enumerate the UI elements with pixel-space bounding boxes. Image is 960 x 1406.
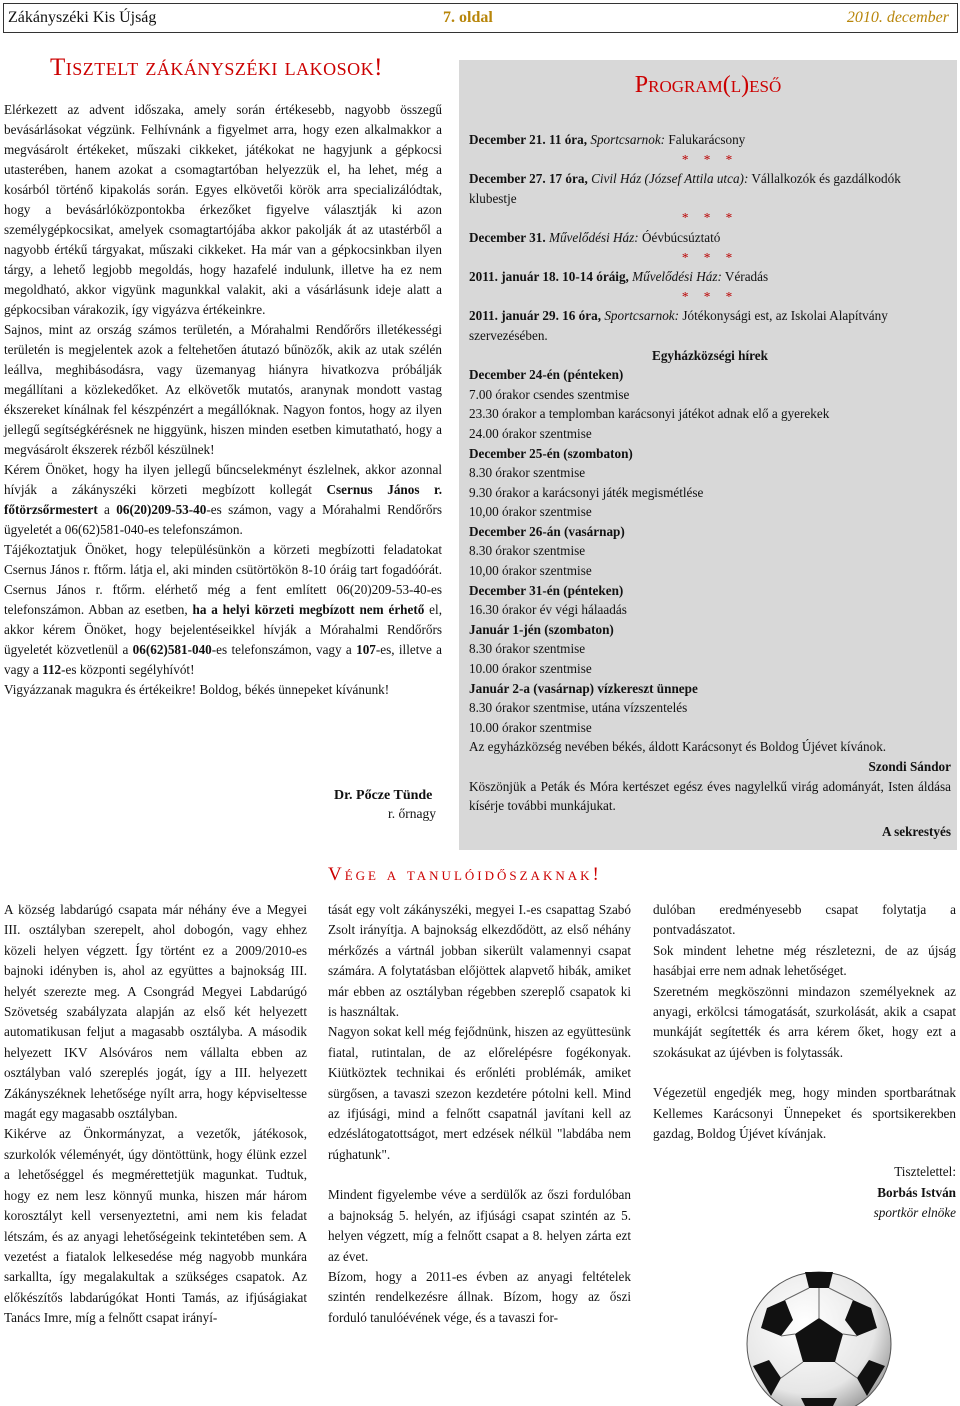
event-place: Sportcsarnok: bbox=[590, 132, 666, 147]
event-place: Művelődési Ház: bbox=[548, 229, 639, 245]
church-day-heading: Január 2-a (vasárnap) vízkereszt ünnepe bbox=[469, 680, 698, 696]
event-date: 2011. január 29. 16 óra, bbox=[469, 308, 602, 324]
article2-paragraph: A község labdarúgó csapata már néhány éve a Megyei III. osztályban szerepelt, ahol dobogón, vagy ehhez közeli helyen végzett. Így történt ez a 2009/2010-es bajnoki idényben is, ahol az együttes a bajnokság III. helyét szerezte meg. A Csongrád Megyei Labdarúgó Szövetség szabályzata alapján az első két helyezett automatikusan feljut a magasabb osztályba. A második helyezett IKV Alsóváros nem vállalta ebben az osztályban való szereplés jogát, így a III. helyezett Zákányszéknek lehetősége nyílt arra, hogy képviseltesse magát egy magasabb osztályban. bbox=[4, 902, 307, 1122]
church-schedule-item: 8.30 órakor szentmise bbox=[469, 543, 586, 559]
church-schedule-item: 16.30 órakor év végi hálaadás bbox=[469, 602, 627, 618]
event-date: December 21. 11 óra, bbox=[469, 132, 588, 147]
church-schedule-item: 9.30 órakor a karácsonyi játék megismétlése bbox=[469, 484, 704, 500]
article2-paragraph: Nagyon sokat kell még fejődnünk, hiszen az együttesünk fiatal, rutintalan, de az előrelépésre fogékonyak. Kiütköztek technikai és erőnléti problémák, amiket sürgősen, a tavaszi szezon kezdetére pótolni kell. Mind az ifjúsági, mind a felnőtt csapatnál javítani kell az edzéslátogatottságot, mert edzések nélkül "labdába nem rúghatunk". bbox=[328, 1024, 631, 1162]
program-event bbox=[469, 267, 951, 287]
article1-paragraph bbox=[4, 460, 442, 540]
event-description: Vállalkozók és gazdálkodók klubestje bbox=[469, 171, 901, 206]
article2-column-3 bbox=[653, 900, 956, 1224]
church-schedule-item: 7.00 órakor csendes szentmise bbox=[469, 386, 630, 402]
church-wish: Az egyházközség nevében békés, áldott Karácsonyt és Boldog Újévet kívánok. bbox=[469, 739, 887, 755]
separator-stars: * * * bbox=[681, 249, 739, 265]
phone-number: 06(20)209-53-40 bbox=[116, 502, 207, 517]
church-schedule-item: 8.30 órakor szentmise, utána vízszentelés bbox=[469, 700, 688, 716]
article2-paragraph: Végezetül engedjék meg, hogy minden sportbarátnak Kellemes Karácsonyi Ünnepeket és sportsikerekben gazdag, Boldog Újévet kívánjak. bbox=[653, 1085, 956, 1142]
program-event bbox=[469, 130, 951, 150]
church-schedule-item: 10,00 órakor szentmise bbox=[469, 504, 592, 520]
text: -es, illetve a vagy a bbox=[4, 642, 443, 677]
event-place: Civil Ház (József Attila utca): bbox=[591, 171, 749, 187]
article2-paragraph: Sok mindent lehetne még részletezni, de az újság hasábjai erre nem adnak lehetőséget. bbox=[653, 942, 956, 979]
article2-paragraph: dulóban eredményesebb csapat folytatja a pontvadászatot. bbox=[653, 902, 956, 938]
event-place: Művelődési Ház: bbox=[632, 269, 722, 285]
page-header bbox=[3, 3, 958, 33]
article1-paragraph: Vigyázzanak magukra és értékeikre! Boldog, békés ünnepeket kívánunk! bbox=[4, 682, 390, 697]
event-description: Jótékonysági est, az Iskolai Alapítvány szervezésében. bbox=[469, 308, 888, 343]
event-date: 2011. január 18. 10-14 óráig, bbox=[469, 269, 629, 285]
program-box bbox=[459, 60, 957, 850]
program-event bbox=[469, 228, 951, 248]
page-number: 7. oldal bbox=[443, 9, 493, 26]
article1-signature-role: r. őrnagy bbox=[388, 806, 436, 821]
event-description: Óévbúcsúztató bbox=[638, 229, 721, 245]
article1-paragraph bbox=[4, 540, 442, 680]
church-day-heading: Január 1-jén (szombaton) bbox=[469, 621, 614, 637]
text: -es telefonszámon, vagy a bbox=[211, 642, 357, 657]
program-event bbox=[469, 169, 951, 208]
article1-signature-name: Dr. Pőcze Tünde bbox=[334, 788, 433, 803]
article1-body bbox=[4, 100, 442, 700]
article2-signature-greeting: Tisztelettel: bbox=[894, 1164, 956, 1180]
text: -es központi segélyhívót! bbox=[61, 662, 195, 677]
program-event bbox=[469, 306, 951, 345]
program-list bbox=[469, 130, 951, 841]
article2-signature-role: sportkör elnöke bbox=[873, 1205, 956, 1221]
church-schedule-item: 10.00 órakor szentmise bbox=[469, 719, 592, 735]
church-schedule-item: 23.30 órakor a templomban karácsonyi játékot adnak elő a gyerekek bbox=[469, 406, 830, 422]
separator-stars: * * * bbox=[681, 288, 739, 304]
thanks-signature: A sekrestyés bbox=[882, 823, 951, 839]
church-schedule-item: 8.30 órakor szentmise bbox=[469, 641, 586, 657]
text: a bbox=[97, 502, 117, 517]
event-place: Sportcsarnok: bbox=[604, 308, 680, 324]
phone-number: 06(62)581-040 bbox=[132, 642, 212, 657]
separator-stars: * * * bbox=[681, 151, 739, 167]
issue-date: 2010. december bbox=[846, 9, 949, 26]
article2-column-2 bbox=[328, 900, 631, 1328]
emergency-number: 107 bbox=[356, 642, 376, 657]
emphasis: ha a helyi körzeti megbízott nem érhető bbox=[192, 602, 425, 617]
article2-title: Vége a tanulóidőszaknak! bbox=[328, 864, 602, 885]
article2-signature-name: Borbás István bbox=[877, 1184, 956, 1200]
separator-stars: * * * bbox=[681, 210, 739, 226]
emergency-number: 112 bbox=[42, 662, 62, 677]
newspaper-name: Zákányszéki Kis Újság bbox=[8, 9, 157, 26]
soccer-ball-icon bbox=[745, 1270, 893, 1406]
article1-title: Tisztelt zákányszéki lakosok! bbox=[50, 54, 383, 81]
church-schedule-item: 24.00 órakor szentmise bbox=[469, 425, 592, 441]
event-description: Falukarácsony bbox=[665, 132, 746, 147]
church-day-heading: December 24-én (pénteken) bbox=[469, 367, 624, 383]
event-date: December 27. 17 óra, bbox=[469, 171, 588, 187]
program-title: Program(l)eső bbox=[634, 72, 782, 98]
article2-paragraph: Mindent figyelembe véve a serdülők az őszi fordulóban a bajnokság 5. helyén, az ifjúsági csapat szintén az 5. helyen végzett, míg a felnőtt csapat a 8. helyen zárta ezt az évet. bbox=[328, 1187, 631, 1264]
church-schedule-item: 8.30 órakor szentmise bbox=[469, 465, 586, 481]
church-day-heading: December 25-én (szombaton) bbox=[469, 445, 633, 461]
text: Kérem Önöket, hogy ha ilyen jellegű bűncselekményt észlelnek, akkor azonnal hívják a zákányszéki körzeti megbízott kollegát bbox=[4, 462, 442, 497]
church-schedule-item: 10,00 órakor szentmise bbox=[469, 563, 592, 579]
article2-paragraph: Szeretném megköszönni mindazon személyeknek az anyagi, erkölcsi támogatását, szurkolását, akik a csapat munkáját segítették és arra kérem őket, hogy ezt a szokásukat az újévben is folytassák. bbox=[653, 983, 956, 1060]
church-day-heading: December 31-én (pénteken) bbox=[469, 582, 624, 598]
church-wish-signature: Szondi Sándor bbox=[868, 759, 951, 774]
article2-paragraph: Kikérve az Önkormányzat, a vezetők, játékosok, szurkolók véleményét, úgy döntöttünk, hogy élünk ezzel a lehetőséggel és megmérettetjük magunkat. Tudtuk, hogy ez nem lesz könnyű munka, hiszen már három korosztályt kell versenyeztetni, ami nem kis feladat létszám, és az anyagi lehetőségeink tekintetében sem. A vezetést a fiatalok lelkesedése még nagyobb munkára sarkallta, így megalakultak a szükséges csapatok. Az előkészítős labdarúgókat Honti Tamás, az ifjúságiakat Tanács Imre, míg a felnőtt csapat irányí- bbox=[4, 1126, 307, 1326]
church-schedule-item: 10.00 órakor szentmise bbox=[469, 661, 592, 677]
event-date: December 31. bbox=[469, 229, 546, 245]
article2-paragraph: tását egy volt zákányszéki, megyei I.-es csapattag Szabó Zsolt irányítja. A bajnokság elkezdődött, az első néhány mérkőzés a vártnál jobban sikerült valamennyi csapat számára. A folytatásban előjöttek alapvető hibák, amiket már ebben az osztályban régebben szereplő csapatok ki is használtak. bbox=[328, 902, 631, 1020]
officer-name: Csernus János r. főtörzsőrmestert bbox=[4, 482, 442, 517]
text: -es számon, vagy a Mórahalmi Rendőrőrs ügyeletét a 06(62)581-040-es telefonszámon. bbox=[4, 502, 443, 537]
event-description: Véradás bbox=[721, 269, 769, 285]
text: Tájékoztatjuk Önöket, hogy településünkön a körzeti megbízotti feladatokat Csernus János r. ftőrm. látja el, aki minden csütörtökön 8-10 óráig tart fogadóórát. Csernus János r. ftőrm. elérhető még a fent említett 06(20)209-53-40-es telefonszámon. Abban az esetben, bbox=[4, 542, 442, 617]
article2-paragraph: Bízom, hogy a 2011-es évben az anyagi feltételek szintén rendelkezésre állnak. Bízom, hogy az őszi forduló tanulóévének vége, és a tavaszi for- bbox=[328, 1268, 631, 1325]
article1-paragraph: Sajnos, mint az ország számos területén, a Mórahalmi Rendőrőrs illetékességi területén is megjelentek azok a feltehetően átutazó bűnözők, akik az utak szélén leállva, meghibásodásra, vagy üzemanyag hiányra hivatkozva próbálják megállítani a közlekedőket. Az elkövetők mutatós, aranynak mondott vastag ékszereket kínálnak fel készpénzért a megállóknak. Nagyon fontos, hogy az ilyen jellegű segítségkérésnek ne higgyünk, hiszen minden esetben kimutatható, hogy a megvásárolt ékszerek rézből készülnek! bbox=[4, 322, 442, 457]
article1-paragraph: Elérkezett az advent időszaka, amely során értékesebb, nagyobb összegű bevásárlásokat végzünk. Felhívnánk a figyelmet arra, hogy ezen alkalmakkor a megvásárolt értékeket, műszaki cikkeket, játékokat ne hagyjunk a gépkocsi utasterében, hanem azokat a csomagtartóban helyezzük el, ha lehet, még a kosárból történő kipakolás során. Egyes elkövetői körök arra specializálódtak, hogy a bevásárlóközpontokba érkezőket figyelve választják ki azon személygépkocsikat, amelyek csomagtartójába akkor pakolják át az utastérből a nagyobb értékű tárgyakat, műszaki cikkeket. Ha már van a gépkocsinkban ilyen tárgy, a lehető legjobb megoldás, hogy hazafelé indulunk, illetve ha ez nem megoldható, akkor vigyünk magunkkal valakit, aki a vásárlásunk ideje alatt a gépkocsiban várakozik, így vigyázva értékeinkre. bbox=[4, 102, 442, 317]
church-news-title: Egyházközségi hírek bbox=[652, 347, 768, 363]
article2-column-1 bbox=[4, 900, 307, 1329]
text: el, akkor kérem Önöket, hogy bejelentéseikkel hívják a Mórahalmi Rendőrőrs ügyeletét közvetlenül a bbox=[4, 602, 442, 657]
church-schedule bbox=[469, 365, 951, 737]
thanks-note: Köszönjük a Peták és Móra kertészet egész éves nagylelkű virág adományát, Isten áldása kísérje további munkájukat. bbox=[469, 778, 951, 814]
church-day-heading: December 26-án (vasárnap) bbox=[469, 523, 625, 539]
